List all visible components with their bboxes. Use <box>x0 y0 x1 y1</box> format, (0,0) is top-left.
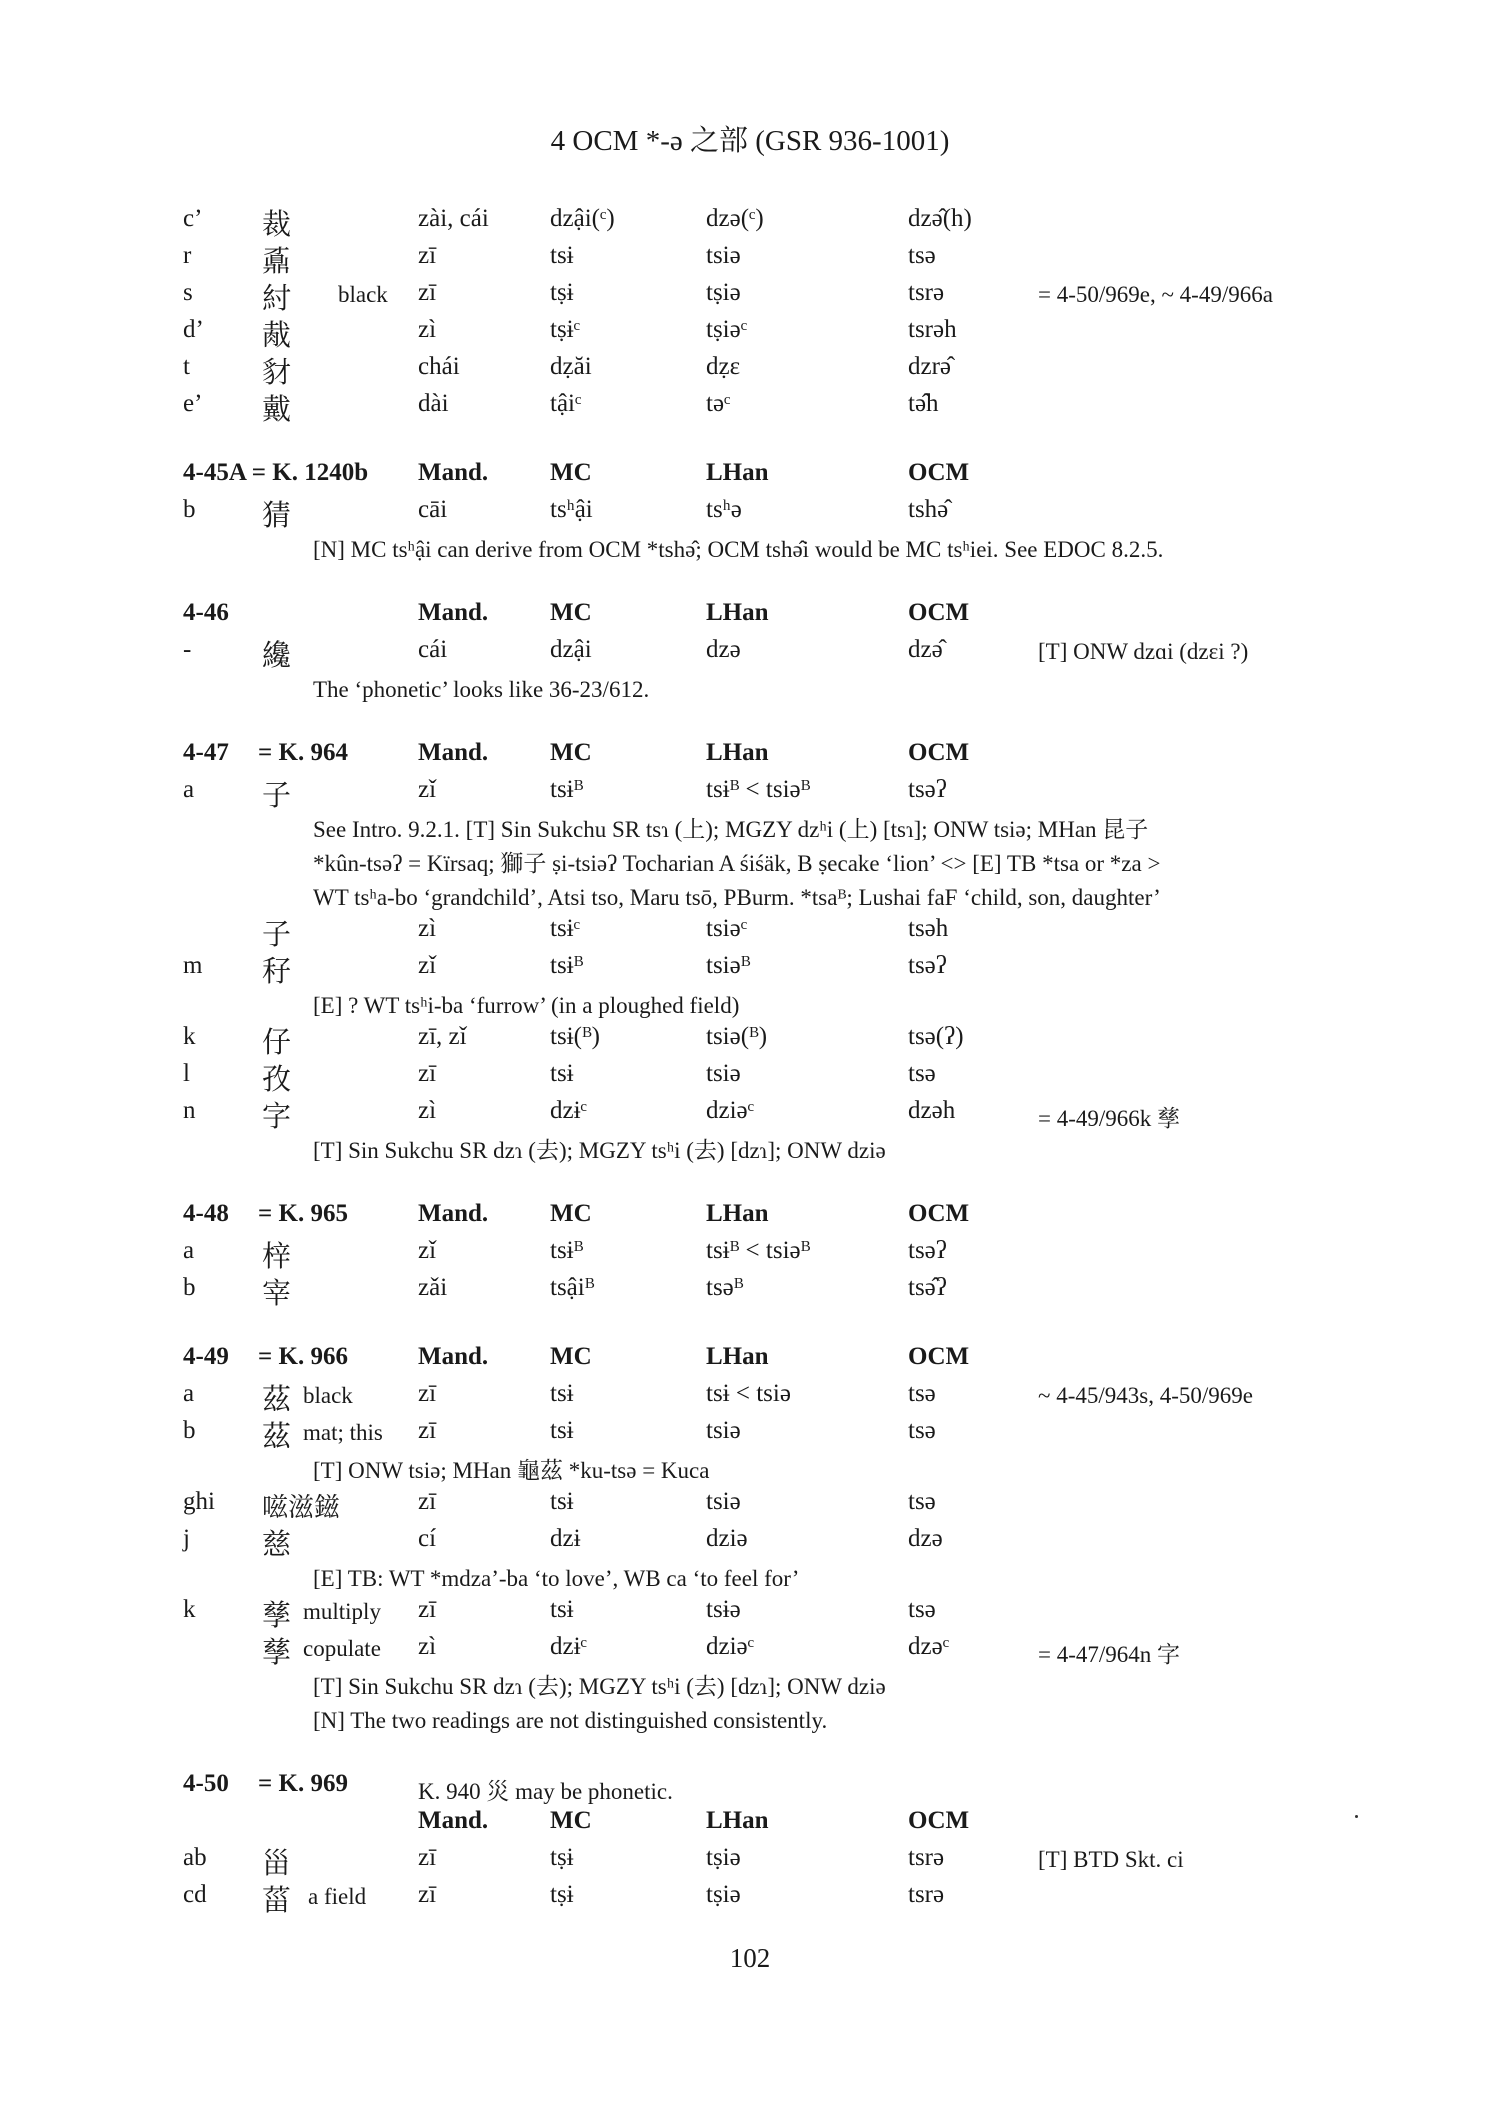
page-number: 102 <box>729 1943 771 1973</box>
entry-block-4-45A <box>0 459 1500 567</box>
entry-block-4-49 <box>0 1343 1500 1738</box>
entry-row: n 字 zì dzɨᶜ dziəᶜ dzəh = 4-49/966k 孳 <box>183 1097 1181 1133</box>
entry-row: t 豺 chái dẓăi dẓɛ dzrə̂ <box>183 353 952 389</box>
entry-block-4-46 <box>0 599 1500 707</box>
entry-note: [N] MC tsʰậi can derive from OCM *tshə̂; OCM tshə̂i would be MC tsʰiei. See EDOC 8.2.5. <box>313 537 1164 562</box>
entry-row: j 慈 cí dzɨ dziə dzə <box>183 1525 943 1561</box>
entry-row: a 梓 zǐ tsɨᴮ tsɨᴮ < tsiəᴮ tsəʔ <box>183 1237 947 1273</box>
entry-row: b 茲 mat; this zī tsɨ tsiə tsə <box>183 1417 936 1453</box>
entry-block-4-50 <box>0 1770 1500 1918</box>
entry-note: [E] ? WT tsʰi-ba ‘furrow’ (in a ploughed field) <box>313 993 740 1018</box>
section-heading: 4-48 = K. 965 Mand. MC LHan OCM <box>183 1200 970 1227</box>
entry-row: k 仔 zī, zǐ tsɨ(ᴮ) tsiə(ᴮ) tsə(ʔ) <box>183 1023 964 1059</box>
entry-row: cd 菑 a field zī tṣɨ tṣiə tsrə <box>183 1881 945 1917</box>
entry-row: b 宰 zǎi tsậiᴮ tsəᴮ tsə̂ʔ <box>183 1274 947 1310</box>
entry-note: The ‘phonetic’ looks like 36-23/612. <box>313 677 650 702</box>
entry-row: l 孜 zī tsɨ tsiə tsə <box>183 1060 936 1096</box>
entry-row: s 紂 black zī tṣɨ tṣiə tsrə = 4-50/969e, ~ 4-49/966a <box>183 279 1273 315</box>
entry-row: e’ 戴 dài tậiᶜ təᶜ tə̂h <box>183 390 939 426</box>
entry-row: k 孳 multiply zī tsɨ tsɨə tsə <box>183 1596 936 1632</box>
entry-row: ab 甾 zī tṣɨ tṣiə tsrə [T] BTD Skt. ci <box>183 1844 1184 1880</box>
entry-row: a 茲 black zī tsɨ tsɨ < tsiə tsə ~ 4-45/943s, 4-50/969e <box>183 1380 1253 1416</box>
entry-row: b 猜 cāi tsʰậi tsʰə tshə̂ <box>183 496 949 532</box>
entry-note: See Intro. 9.2.1. [T] Sin Sukchu SR tsɿ (上); MGZY dzʰi (上) [tsɿ]; ONW tsiə; MHan 昆子 *kûn-tsəʔ = Kïrsaq; 獅子 ṣi-tsiəʔ Tocharian A śiśäk, B ṣecake ‘lion’ <> [E] TB *tsa or *za > WT tsʰa-bo ‘grandchild’, Atsi tso, Maru tsō, PBurm. *tsaᴮ; Lushai faF ‘child, son, daughter’ <box>313 817 1161 910</box>
page-title: 4 OCM *-ə 之部 (GSR 936-1001) <box>550 125 950 157</box>
entry-block-4-48 <box>0 1200 1500 1311</box>
dictionary-body <box>0 205 1500 1918</box>
entry-row: r 鼒 zī tsɨ tsiə tsə <box>183 242 936 278</box>
entry-row: d’ 胾 zì tṣɨᶜ tṣiəᶜ tsrəh <box>183 316 957 352</box>
stray-mark <box>1355 1815 1358 1818</box>
section-heading: 4-49 = K. 966 Mand. MC LHan OCM <box>183 1343 970 1370</box>
entry-row: 子 zì tsɨᶜ tsiəᶜ tsəh <box>262 915 949 951</box>
entry-row: m 秄 zǐ tsɨᴮ tsiəᴮ tsəʔ <box>183 952 947 988</box>
section-heading: 4-45A = K. 1240b Mand. MC LHan OCM <box>183 459 970 486</box>
column-headers: Mand. MC LHan OCM <box>418 1807 970 1834</box>
entry-row: a 子 zǐ tsɨᴮ tsɨᴮ < tsiəᴮ tsəʔ <box>183 776 947 812</box>
entry-row: 孳 copulate zì dzɨᶜ dziəᶜ dzəᶜ = 4-47/964n 字 <box>262 1633 1181 1669</box>
section-heading: 4-50 = K. 969 K. 940 災 may be phonetic. <box>183 1770 673 1804</box>
entry-block-4-47 <box>0 739 1500 1168</box>
entry-note: [T] ONW tsiə; MHan 龜茲 *ku-tsə = Kuca <box>313 1458 710 1483</box>
entry-block-top <box>0 205 1500 427</box>
entry-note: [T] Sin Sukchu SR dzɿ (去); MGZY tsʰi (去) [dzɿ]; ONW dziə <box>313 1138 886 1163</box>
entry-note: [E] TB: WT *mdza’-ba ‘to love’, WB ca ‘to feel for’ <box>313 1566 800 1591</box>
entry-row: - 纔 cái dzậi dzə dzə̂ [T] ONW dzɑi (dzɛi ?) <box>183 636 1249 672</box>
entry-row: ghi 嗞滋鎡 zī tsɨ tsiə tsə <box>183 1488 936 1523</box>
entry-note: [T] Sin Sukchu SR dzɿ (去); MGZY tsʰi (去) [dzɿ]; ONW dziə [N] The two readings are not distinguished consistently. <box>313 1674 886 1733</box>
entry-row: c’ 裁 zài, cái dzậi(ᶜ) dzə(ᶜ) dzə̂(h) <box>183 205 972 241</box>
section-heading: 4-46 Mand. MC LHan OCM <box>183 599 970 626</box>
section-heading: 4-47 = K. 964 Mand. MC LHan OCM <box>183 739 970 766</box>
